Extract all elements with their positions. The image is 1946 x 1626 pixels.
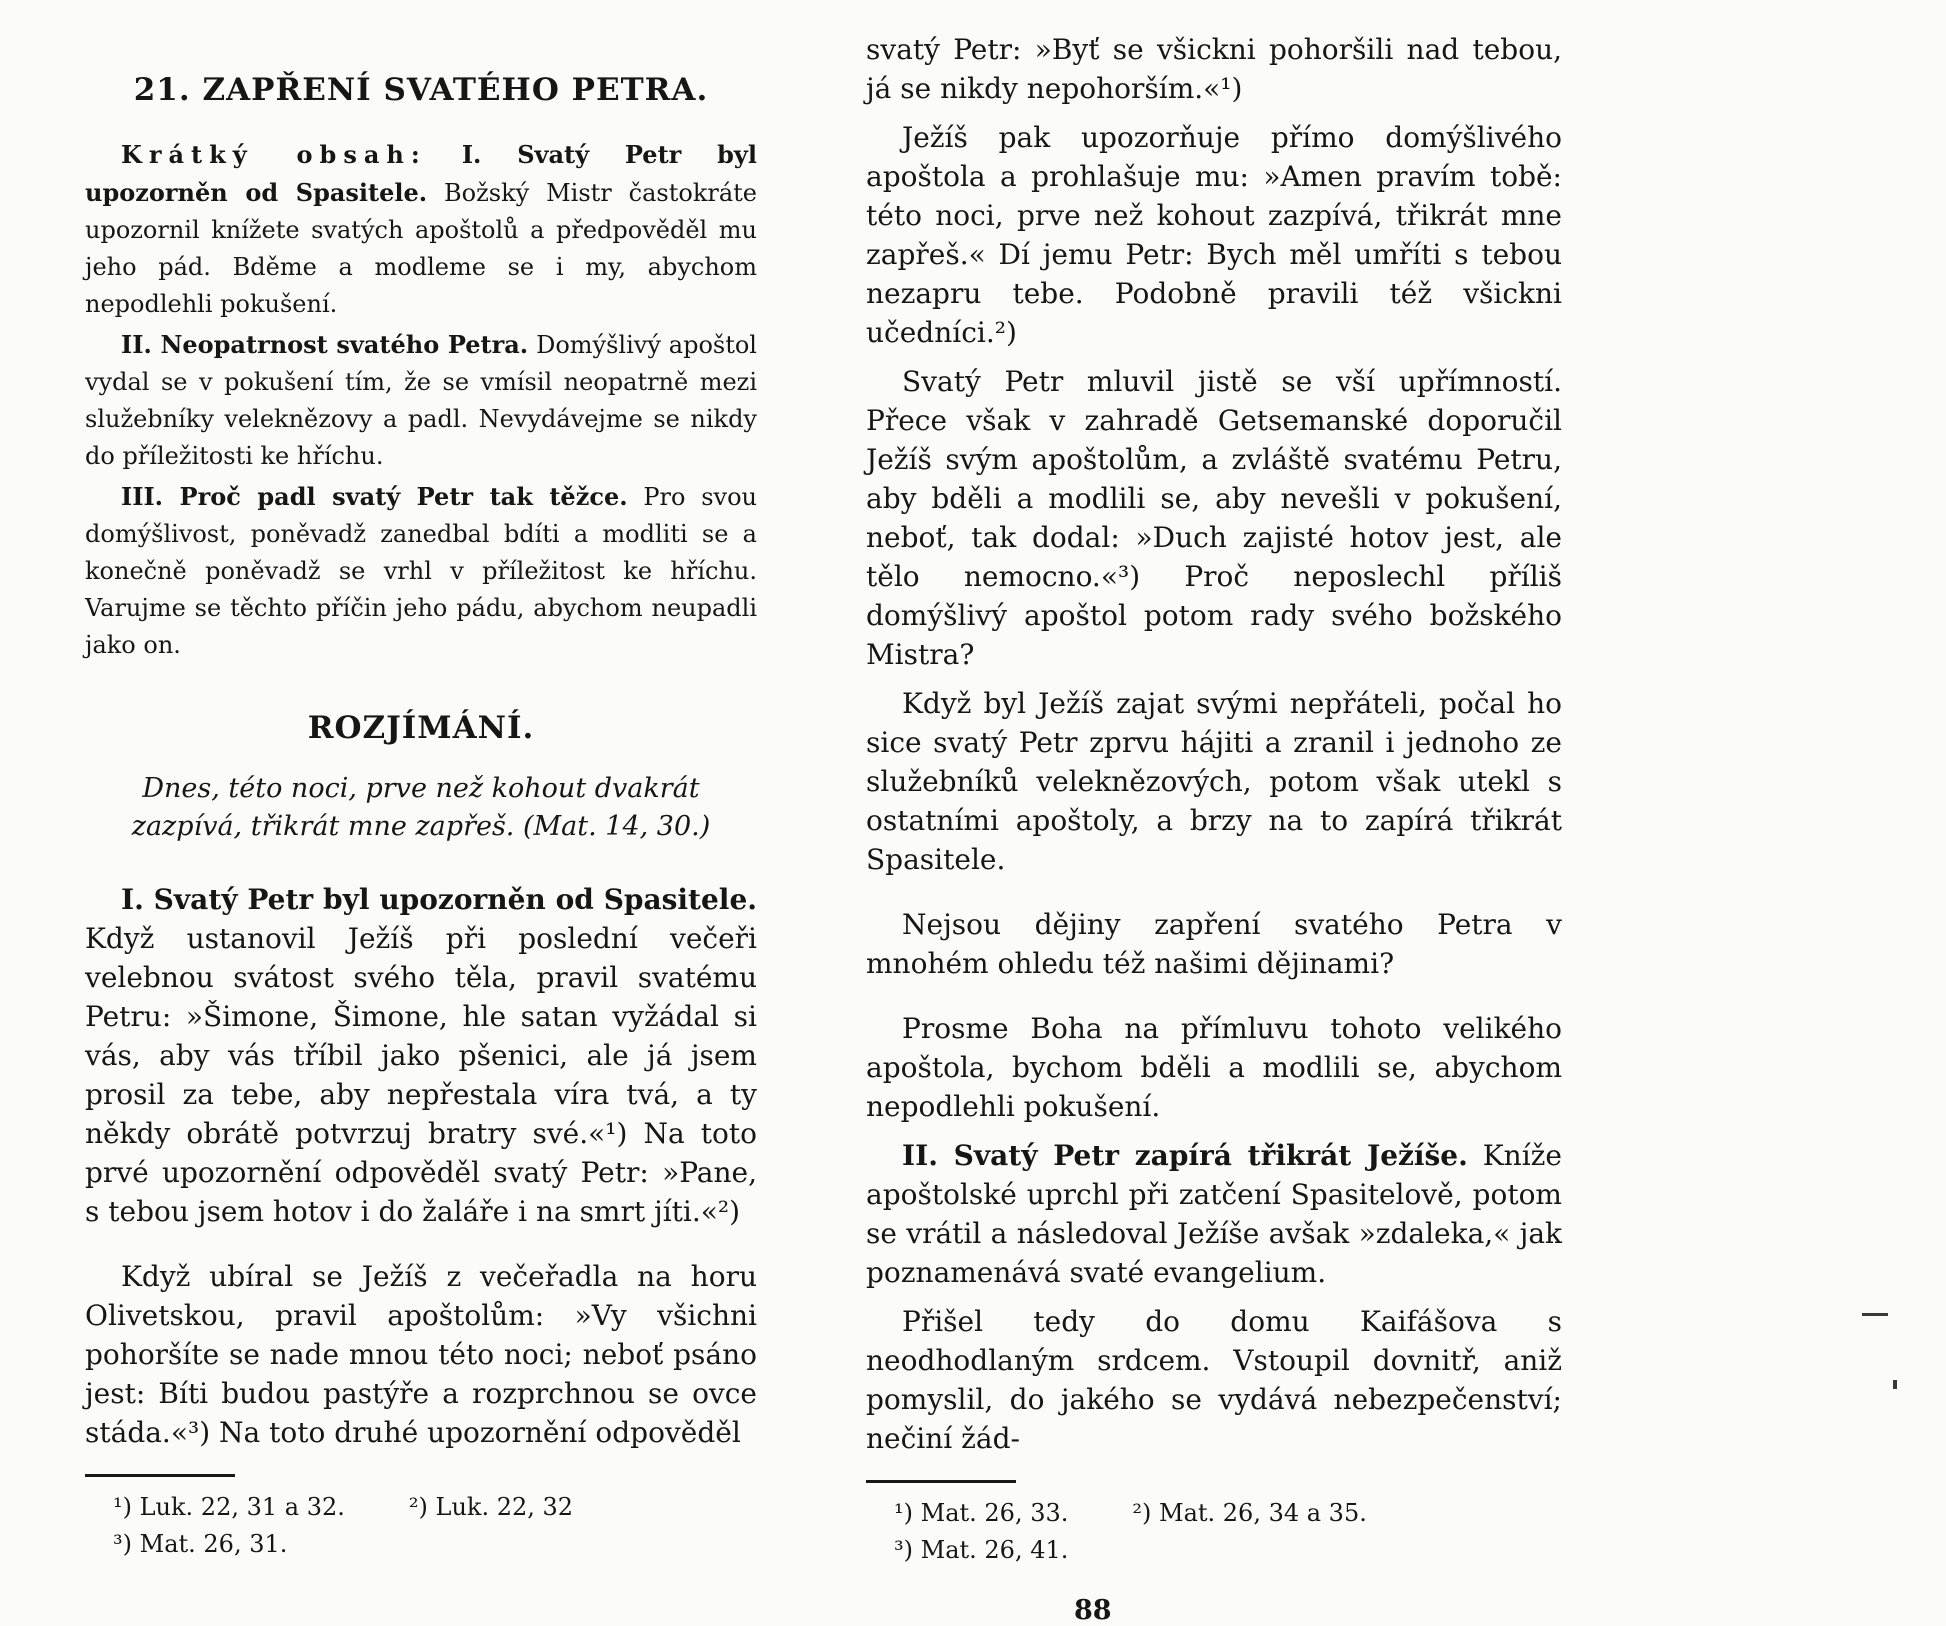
footnote-entry: ³) Mat. 26, 41.: [894, 1536, 1069, 1564]
footnote-line: [894, 1532, 1562, 1569]
paragraph-text: Přišel tedy do domu Kaifášova s neodhodlaným srdcem. Vstoupil dovnitř, aniž pomyslil, do jakého se vydává nebezpečenství; nečiní žád-: [866, 1305, 1562, 1455]
footnote-entry: ²) Mat. 26, 34 a 35.: [1132, 1499, 1367, 1527]
footnotes: [866, 1495, 1562, 1569]
summary-paragraph: [85, 136, 757, 323]
body-paragraph: [866, 1136, 1562, 1292]
body-paragraph: [866, 362, 1562, 674]
footnote-entry: ³) Mat. 26, 31.: [113, 1530, 288, 1558]
summary-lead-spaced: Krátký obsah:: [121, 140, 427, 169]
chapter-summary: [85, 136, 757, 664]
summary-lead-bold: II. Neopatrnost svatého Petra.: [121, 330, 529, 359]
body-paragraph: [866, 684, 1562, 879]
summary-text: Božský Mistr častokráte upozornil knížete svatých apoštolů a předpověděl mu jeho pád. Bděme a modleme se i my, abychom nepodlehli pokušení.: [85, 179, 757, 318]
paragraph-text: Svatý Petr mluvil jistě se vší upřímností. Přece však v zahradě Getsemanské doporučil Ježíš svým apoštolům, a zvláště svatému Petru, aby bděli a modlili se, aby nevešli v pokušení, neboť, tak dodal: »Duch zajisté hotov jest, ale tělo nemocno.«³) Proč neposlechl příliš domýšlivý apoštol potom rady svého božského Mistra?: [866, 365, 1562, 671]
scan-artifact-dash: [1862, 1313, 1888, 1316]
paragraph-text: Prosme Boha na přímluvu tohoto velikého apoštola, bychom bděli a modlili se, abychom nepodlehli pokušení.: [866, 1012, 1562, 1123]
chapter-title: 21. ZAPŘENÍ SVATÉHO PETRA.: [133, 72, 709, 108]
meditation-heading: ROZJÍMÁNÍ.: [307, 710, 535, 746]
body-paragraph: [866, 1009, 1562, 1126]
body-paragraph: [866, 118, 1562, 352]
footnotes: [85, 1489, 757, 1563]
body-paragraph: [85, 880, 757, 1231]
paragraph-text: svatý Petr: »Byť se všickni pohoršili nad tebou, já se nikdy nepohorším.«¹): [866, 33, 1562, 105]
paragraph-text: Kníže apoštolské uprchl při zatčení Spasitelově, potom se vrátil a následoval Ježíše avšak »zdaleka,« jak poznamenává svaté evangelium.: [866, 1139, 1562, 1289]
paragraph-text: Když ubíral se Ježíš z večeřadla na horu Olivetskou, pravil apoštolům: »Vy všichni pohoršíte se nade mnou této noci; neboť psáno jest: Bíti budou pastýře a rozprchnou se ovce stáda.«³) Na toto druhé upozornění odpověděl: [85, 1260, 757, 1449]
footnote-entry: ¹) Mat. 26, 33.: [894, 1499, 1069, 1527]
body-paragraph: [866, 30, 1562, 108]
footnote-line: [113, 1526, 757, 1563]
body-paragraph: [866, 1302, 1562, 1458]
footnote-entry: ²) Luk. 22, 32: [408, 1493, 574, 1521]
footnote-line: [113, 1489, 757, 1526]
footnote-entry: ¹) Luk. 22, 31 a 32.: [113, 1493, 345, 1521]
paragraph-lead: II. Svatý Petr zapírá třikrát Ježíše.: [902, 1139, 1468, 1172]
footnote-line: [894, 1495, 1562, 1532]
paragraph-lead: I. Svatý Petr byl upozorněn od Spasitele.: [121, 883, 757, 916]
summary-lead-bold: III. Proč padl svatý Petr tak těžce.: [121, 482, 628, 511]
summary-paragraph: [85, 478, 757, 664]
paragraph-text: Když ustanovil Ježíš při poslední večeři velebnou svátost svého těla, pravil svatému Petru: »Šimone, Šimone, hle satan vyžádal si vás, aby vás tříbil jako pšenici, ale já jsem prosil za tebe, aby nepřestala víra tvá, a ty někdy obrátě potvrzuj bratry své.«¹) Na toto prvé upozornění odpověděl svatý Petr: »Pane, s tebou jsem hotov i do žaláře i na smrt jíti.«²): [85, 922, 757, 1228]
body-paragraph: [85, 1257, 757, 1452]
body-paragraph: [866, 905, 1562, 983]
paragraph-text: Když byl Ježíš zajat svými nepřáteli, počal ho sice svatý Petr zprvu hájiti a zranil i jednoho ze služebníků veleknězových, potom však utekl s ostatními apoštoly, a brzy na to zapírá třikrát Spasitele.: [866, 687, 1562, 876]
summary-lead-bold: I. Svatý Petr byl upozorněn od Spasitele.: [85, 140, 757, 207]
footnote-rule: [866, 1480, 1016, 1483]
scan-artifact-dot: [1893, 1380, 1897, 1389]
summary-text: Pro svou domýšlivost, poněvadž zanedbal bdíti a modliti se a konečně poněvadž se vrhl v příležitost ke hříchu. Varujme se těchto příčin jeho pádu, abychom neupadli jako on.: [85, 483, 758, 659]
left-body-text: [85, 880, 757, 1452]
footnote-rule: [85, 1474, 235, 1477]
summary-paragraph: [85, 326, 757, 475]
paragraph-text: Ježíš pak upozorňuje přímo domýšlivého apoštola a prohlašuje mu: »Amen pravím tobě: této noci, prve než kohout zazpívá, třikrát mne zapřeš.« Dí jemu Petr: Bych měl umříti s tebou nezapru tebe. Podobně pravili též všickni učedníci.²): [866, 121, 1562, 349]
right-body-text: [866, 30, 1562, 1458]
epigraph: Dnes, této noci, prve než kohout dvakrát zazpívá, třikrát mne zapřeš. (Mat. 14, 30.): [131, 773, 711, 842]
paragraph-text: Nejsou dějiny zapření svatého Petra v mnohém ohledu též našimi dějinami?: [866, 908, 1562, 980]
page-left: [85, 72, 757, 1563]
page-number: 88: [1074, 1595, 1112, 1626]
summary-text: Domýšlivý apoštol vydal se v pokušení tím, že se vmísil neopatrně mezi služebníky veleknězovy a padl. Nevydávejme se nikdy do příležitosti ke hříchu.: [85, 331, 757, 470]
page-right: [866, 30, 1562, 1626]
